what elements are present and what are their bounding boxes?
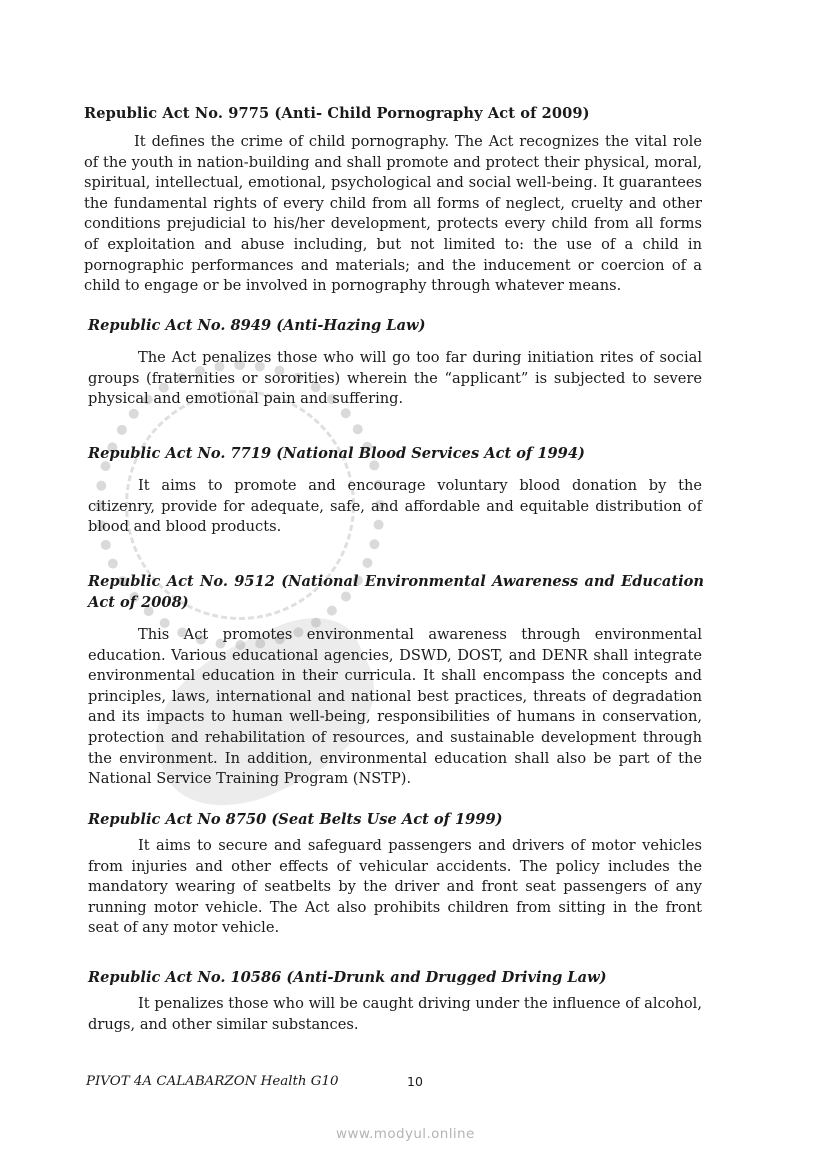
section-heading-ra-9775: Republic Act No. 9775 (Anti- Child Pornography Act of 2009)	[84, 105, 590, 122]
section-body-ra-7719: It aims to promote and encourage voluntary blood donation by the citizenry, provide for adequate, safe, and affordable and equitable distribution of blood and blood products.	[88, 477, 702, 536]
footer-title: PIVOT 4A CALABARZON Health G10	[86, 1074, 339, 1089]
page-number: 10	[407, 1074, 423, 1089]
section-body-ra-9775: It defines the crime of child pornography. The Act recognizes the vital role of the youth in nation-building and shall promote and protect their physical, moral, spiritual, intellectual, emotional, psychological and social well-being. It guarantees the fundamental rights of every child from all forms of neglect, cruelty and other conditions prejudicial to his/her development, protects every child from all forms of exploitation and abuse including, but not limited to: the use of a child in pornographic performances and materials; and the inducement or coercion of a child to engage or be involved in pornography through whatever means.	[84, 133, 702, 295]
section-heading-ra-10586: Republic Act No. 10586 (Anti-Drunk and Drugged Driving Law)	[88, 969, 607, 986]
section-heading-ra-7719: Republic Act No. 7719 (National Blood Services Act of 1994)	[88, 445, 585, 462]
section-body-ra-10586: It penalizes those who will be caught driving under the influence of alcohol, drugs, and other similar substances.	[88, 995, 702, 1033]
section-heading-ra-8949: Republic Act No. 8949 (Anti-Hazing Law)	[88, 317, 426, 334]
website-watermark-link[interactable]: www.modyul.online	[336, 1126, 475, 1142]
section-heading-ra-8750: Republic Act No 8750 (Seat Belts Use Act of 1999)	[88, 811, 503, 828]
section-body-ra-9512: This Act promotes environmental awareness through environmental education. Various educational agencies, DSWD, DOST, and DENR shall integrate environmental education in their curricula. It shall encompass the concepts and principles, laws, international and national best practices, threats of degradation and its impacts to human well-being, responsibilities of humans in conservation, protection and rehabilitation of resources, and sustainable development through the environment. In addition, environmental education shall also be part of the National Service Training Program (NSTP).	[88, 626, 702, 788]
section-heading-ra-9512: Republic Act No. 9512 (National Environmental Awareness and Education Act of 2008)	[88, 573, 704, 611]
section-body-ra-8750: It aims to secure and safeguard passengers and drivers of motor vehicles from injuries and other effects of vehicular accidents. The policy includes the mandatory wearing of seatbelts by the driver and front seat passengers of any running motor vehicle. The Act also prohibits children from sitting in the front seat of any motor vehicle.	[88, 837, 702, 937]
section-body-ra-8949: The Act penalizes those who will go too far during initiation rites of social groups (fraternities or sororities) wherein the “applicant” is subjected to severe physical and emotional pain and suffering.	[88, 349, 702, 408]
